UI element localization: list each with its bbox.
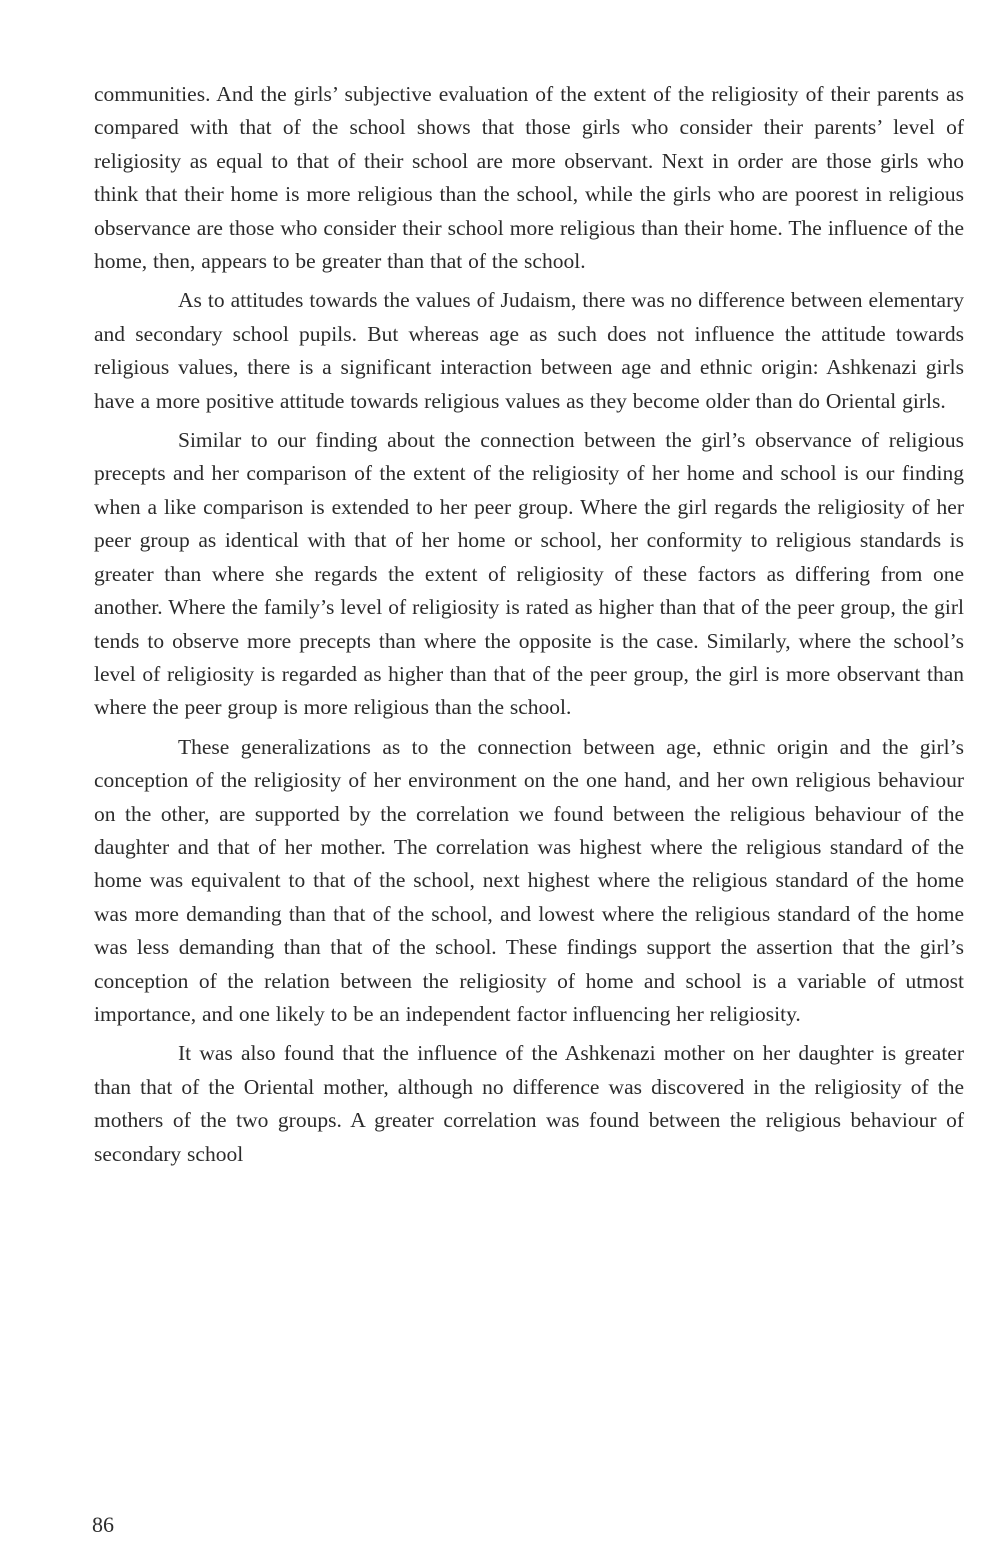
paragraph-1: communities. And the girls’ subjective evaluation of the extent of the religiosity of their parents as compared with that of the school shows that those girls who consider their parents’ level of religiosity as equal to that of their school are more observant. Next in order are those girls who think that their home is more religious than the school, while the girls who are poorest in religious observance are those who consider their school more religious than their home. The influence of the home, then, appears to be greater than that of the school. xyxy=(94,82,964,274)
page-number: 86 xyxy=(92,1512,114,1537)
paragraph-4: These generalizations as to the connection between age, ethnic origin and the girl’s conception of the religiosity of her environment on the one hand, and her own religious behaviour on the other, are supported by the correlation we found between the religious behaviour of the daughter and that of her mother. The correlation was highest where the religious standard of the home was equivalent to that of the school, next highest where the religious standard of the home was more demanding than that of the school, and lowest where the religious standard of the home was less demanding than that of the school. These findings support the assertion that the girl’s conception of the relation between the religiosity of home and school is a variable of utmost importance, and one likely to be an independent factor influencing her religiosity. xyxy=(94,734,964,1026)
paragraph-5: It was also found that the influence of the Ashkenazi mother on her daughter is greater than that of the Oriental mother, although no difference was discovered in the religiosity of the mothers of the two groups. A greater correlation was found between the religious behaviour of secondary school xyxy=(94,1041,964,1166)
page-body xyxy=(94,78,964,1171)
paragraph-2: As to attitudes towards the values of Judaism, there was no difference between elementary and secondary school pupils. But whereas age as such does not influence the attitude towards religious values, there is a significant interaction between age and ethnic origin: Ashkenazi girls have a more positive attitude towards religious values as they become older than do Oriental girls. xyxy=(94,288,964,413)
paragraph-3: Similar to our finding about the connection between the girl’s observance of religious precepts and her comparison of the extent of the religiosity of her home and school is our finding when a like comparison is extended to her peer group. Where the girl regards the religiosity of her peer group as identical with that of her home or school, her conformity to religious standards is greater than where she regards the extent of religiosity of these factors as differing from one another. Where the family’s level of religiosity is rated as higher than that of the peer group, the girl tends to observe more precepts than where the opposite is the case. Similarly, where the school’s level of religiosity is regarded as higher than that of the peer group, the girl is more observant than where the peer group is more religious than the school. xyxy=(94,428,964,720)
